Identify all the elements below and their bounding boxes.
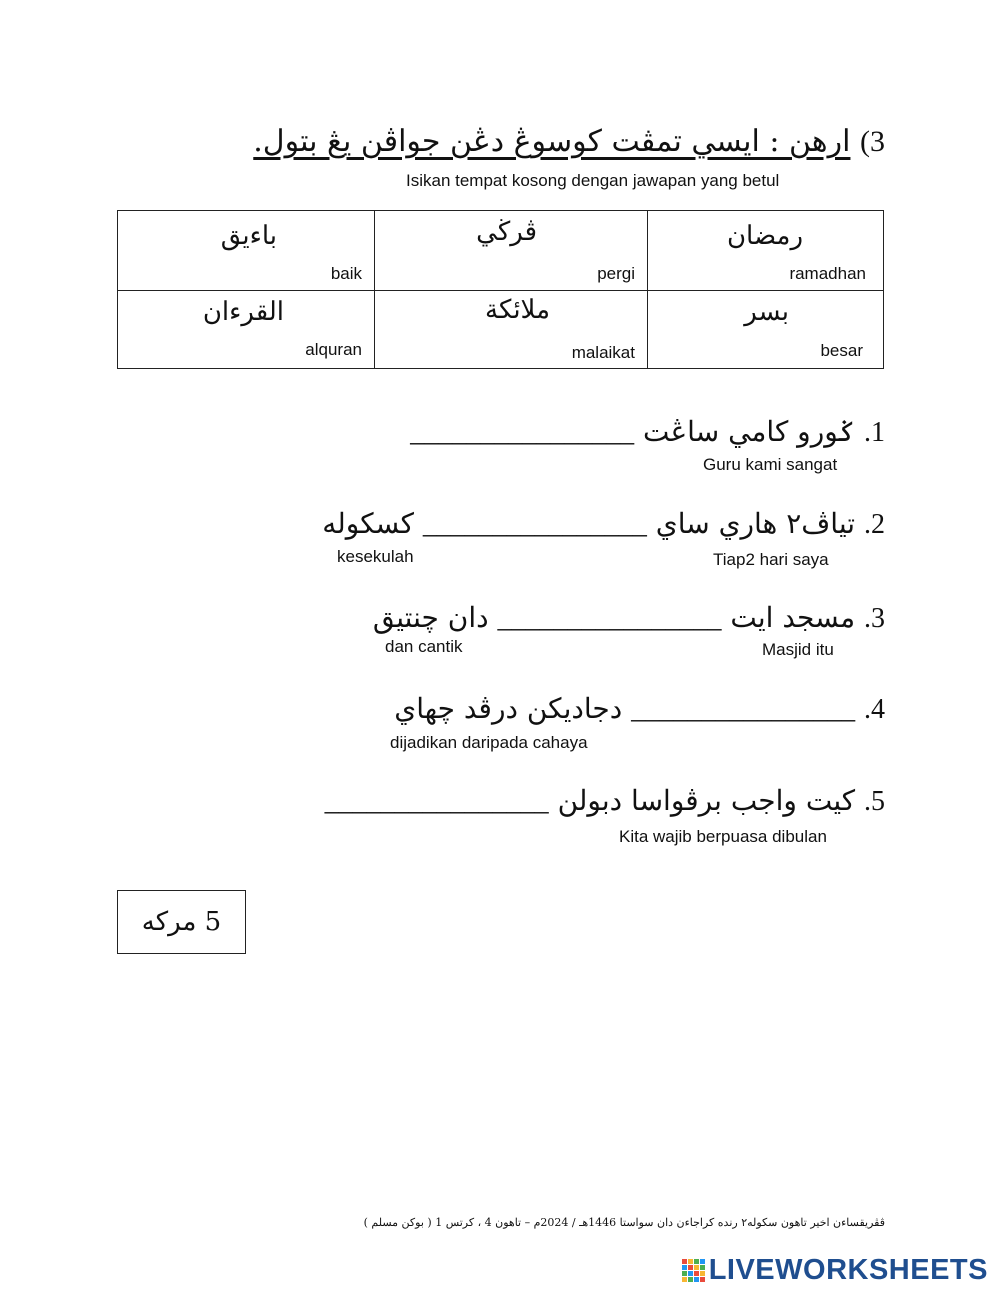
marks-label: 5 مركه [141, 907, 222, 937]
question-text: تياڤ٢ هاري ساي [655, 507, 856, 540]
exercise-instruction-rumi: Isikan tempat kosong dengan jawapan yang betul [406, 171, 780, 190]
question-3 [373, 601, 885, 635]
question-text: ݢورو كامي ساڠت [642, 415, 856, 448]
liveworksheets-brand [682, 1254, 988, 1287]
footer-note: ڤڤريقساءن اخير تاهون سكوله٢ رندە كراجاءن دان سواستا 1446هـ / 2024م – تاهون 4 ، كرتس 1 ( بوكن مسلم ) [363, 1216, 885, 1229]
question-4 [394, 692, 885, 726]
exercise-number: 3) [860, 125, 885, 158]
question-5 [325, 784, 885, 818]
question-5-hint: Kita wajib berpuasa dibulan [619, 827, 827, 846]
word-bank-cell [375, 211, 648, 291]
question-2-hint-right: Tiap2 hari saya [713, 550, 829, 569]
question-number: 3. [864, 603, 885, 634]
question-text: مسجد ايت [730, 601, 856, 634]
answer-blank[interactable]: ________________ [631, 694, 856, 725]
question-3-hint-left: dan cantik [385, 637, 463, 656]
question-4-hint: dijadikan daripada cahaya [390, 733, 588, 752]
word-bank-cell [648, 291, 884, 369]
word-jawi: باءيق [220, 221, 277, 251]
answer-blank[interactable]: ________________ [410, 417, 635, 448]
brand-name: LIVEWORKSHEETS [708, 1254, 988, 1286]
word-jawi: ڤرڬي [476, 217, 537, 247]
question-number: 2. [864, 509, 885, 540]
question-2 [322, 507, 885, 541]
word-bank-table [117, 210, 884, 369]
word-jawi: رمضان [726, 221, 803, 251]
word-rumi: baik [330, 264, 362, 283]
answer-blank[interactable]: ________________ [497, 603, 722, 634]
word-jawi: القرءان [202, 297, 284, 327]
question-text-end: دان چنتيق [372, 601, 489, 634]
word-bank-cell [118, 291, 375, 369]
question-3-hint-right: Masjid itu [762, 640, 834, 659]
question-1 [410, 415, 885, 449]
exercise-title [253, 124, 885, 159]
word-rumi: pergi [597, 264, 635, 283]
question-1-hint: Guru kami sangat [703, 455, 838, 474]
word-rumi: alquran [305, 340, 362, 359]
word-rumi: besar [820, 341, 863, 360]
question-text: كيت واجب برڤواسا دبولن [557, 784, 856, 817]
word-bank-cell [118, 211, 375, 291]
question-number: 1. [864, 417, 885, 448]
question-text-end: كسكوله [322, 507, 414, 540]
question-number: 5. [864, 786, 885, 817]
marks-box [117, 890, 246, 954]
word-bank-cell [648, 211, 884, 291]
liveworksheets-logo-icon [682, 1259, 705, 1282]
answer-blank[interactable]: ________________ [422, 509, 647, 540]
answer-blank[interactable]: ________________ [324, 786, 549, 817]
exercise-instruction-jawi: ارهن : ايسي تمڤت كوسوڠ دڠن جواڤن يڠ بتول. [253, 124, 851, 159]
word-jawi: ملائكة [485, 295, 550, 325]
question-text-end: دجاديكن درڤد چهاي [394, 692, 623, 725]
word-rumi: malaikat [571, 343, 635, 362]
word-rumi: ramadhan [789, 264, 866, 283]
question-number: 4. [864, 694, 885, 725]
word-bank-cell [375, 291, 648, 369]
question-2-hint-left: kesekulah [337, 547, 414, 566]
word-jawi: بسر [744, 297, 789, 327]
